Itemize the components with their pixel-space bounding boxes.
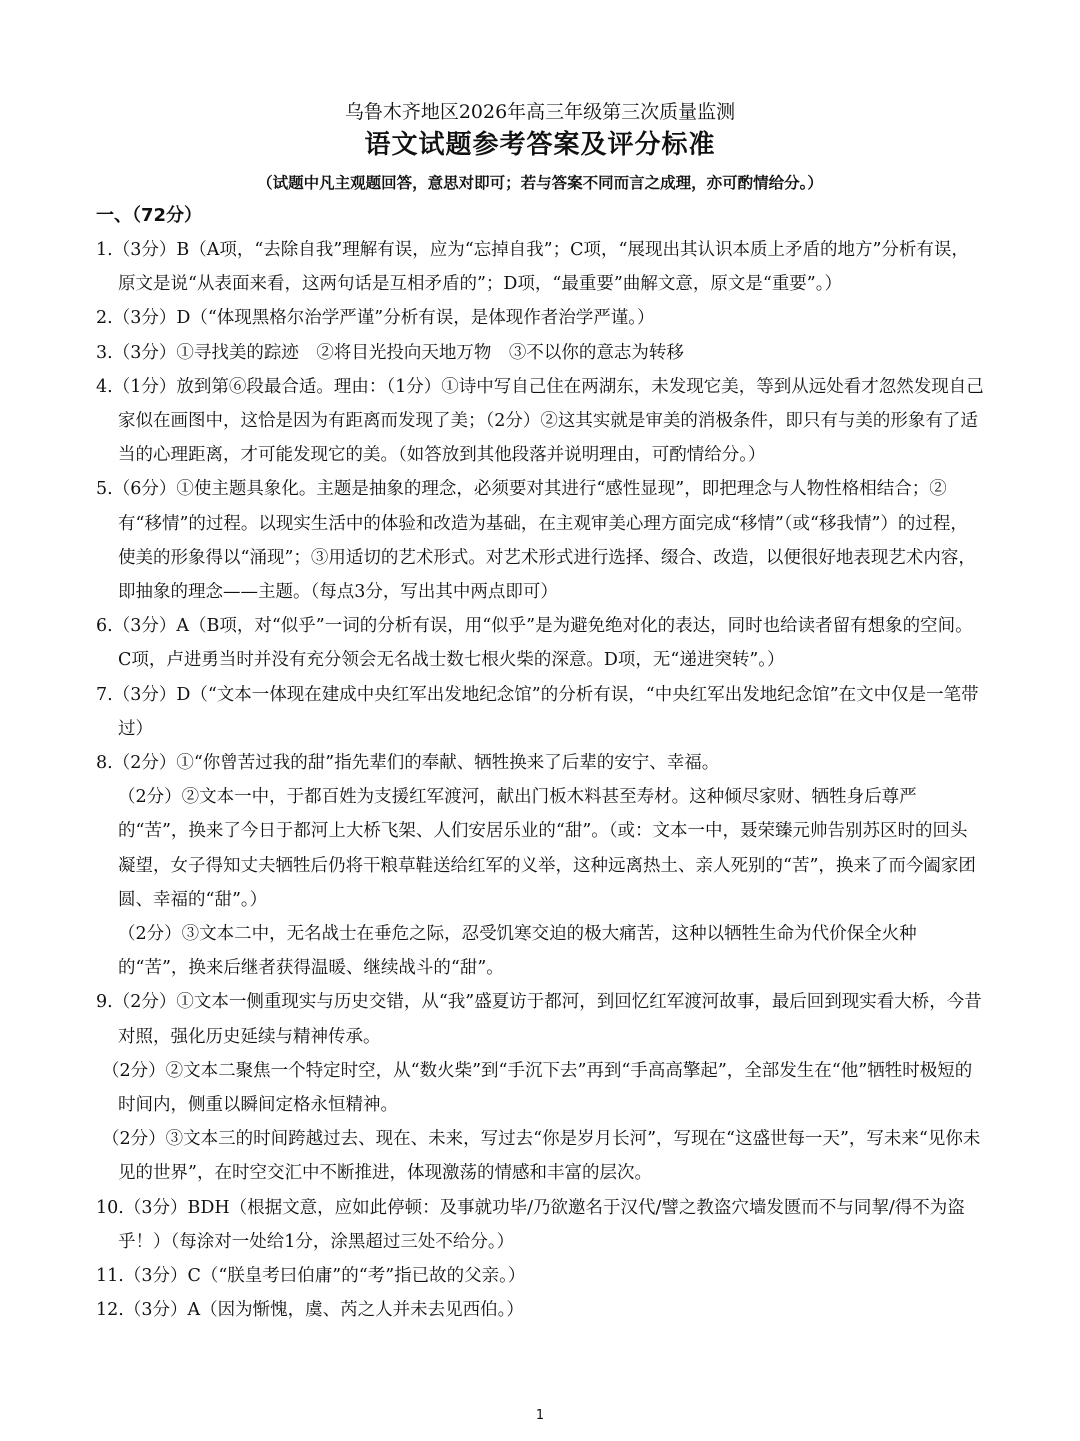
section-heading: 一、（72分） <box>96 205 203 226</box>
document-title: 语文试题参考答案及评分标准 <box>364 130 716 160</box>
answer-item-8-part-2: （2分）②文本一中，于都百姓为支援红军渡河，献出门板木料甚至寿材。这种倾尽家财、牺牲身后尊严的“苦”，换来了今日于都河上大桥飞架、人们安居乐业的“甜”。（或：文本一中，聂荣臻元帅告别苏区时的回头凝望，女子得知丈夫牺牲后仍将干粮草鞋送给红军的义举，这种远离热土、亲人死别的“苦”，换来了而今阖家团圆、幸福的“甜”。） <box>118 787 976 910</box>
answer-item-11: 11.（3分）C（“朕皇考曰伯庸”的“考”指已故的父亲。） <box>96 1266 526 1287</box>
answer-item-12: 12.（3分）A（因为惭愧，虞、芮之人并未去见西伯。） <box>96 1300 524 1321</box>
answer-list <box>96 233 984 1328</box>
answer-item-4: 4.（1分）放到第⑥段最合适。理由：（1分）①诗中写自己住在两湖东，未发现它美，等到从远处看才忽然发现自己家似在画图中，这恰是因为有距离而发现了美；（2分）②这其实就是审美的消极条件，即只有与美的形象有了适当的心理距离，才可能发现它的美。（如答放到其他段落并说明理由，可酌情给分。） <box>96 376 984 466</box>
answer-item-5: 5.（6分）①使主题具象化。主题是抽象的理念，必须要对其进行“感性显现”，即把理念与人物性格相结合；②有“移情”的过程。以现实生活中的体验和改造为基础，在主观审美心理方面完成“移情”（或“移我情”）的过程，使美的形象得以“涌现”；③用适切的艺术形式。对艺术形式进行选择、缀合、改造，以便很好地表现艺术内容，即抽象的理念——主题。（每点3分，写出其中两点即可） <box>96 479 976 603</box>
answer-item-2: 2.（3分）D（“体现黑格尔治学严谨”分析有误，是体现作者治学严谨。） <box>96 308 655 329</box>
answer-item-7: 7.（3分）D（“文本一体现在建成中央红军出发地纪念馆”的分析有误，“中央红军出发地纪念馆”在文中仅是一笔带过） <box>96 684 979 739</box>
answer-item-1: 1.（3分）B（A项，“去除自我”理解有误，应为“忘掉自我”；C项，“展现出其认识本质上矛盾的地方”分析有误，原文是说“从表面来看，这两句话是互相矛盾的”；D项，“最重要”曲解文意，原文是“重要”。） <box>96 240 969 295</box>
answer-item-9-part-3: （2分）③文本三的时间跨越过去、现在、未来，写过去“你是岁月长河”，写现在“这盛世每一天”，写未来“见你未见的世界”，在时空交汇中不断推进，体现激荡的情感和丰富的层次。 <box>102 1129 981 1184</box>
answer-item-9: 9.（2分）①文本一侧重现实与历史交错，从“我”盛夏访于都河，到回忆红军渡河故事，最后回到现实看大桥，今昔对照，强化历史延续与精神传承。 <box>96 992 982 1047</box>
answer-item-8-part-3: （2分）③文本二中，无名战士在垂危之际，忍受饥寒交迫的极大痛苦，这种以牺牲生命为代价保全火种的“苦”，换来后继者获得温暖、继续战斗的“甜”。 <box>118 924 917 979</box>
grading-note: （试题中凡主观题回答，意思对即可；若与答案不同而言之成理，亦可酌情给分。） <box>257 174 823 192</box>
answer-item-8: 8.（2分）①“你曾苦过我的甜”指先辈们的奉献、牺牲换来了后辈的安宁、幸福。 <box>96 753 720 774</box>
page-number: 1 <box>535 1408 545 1423</box>
answer-item-10: 10.（3分）BDH（根据文意，应如此停顿：及事就功毕/乃欲邀名于汉代/譬之教盗穴墙发匮而不与同挈/得不为盗乎！）（每涂对一处给1分，涂黑超过三处不给分。） <box>96 1197 965 1252</box>
answer-item-9-part-2: （2分）②文本二聚焦一个特定时空，从“数火柴”到“手沉下去”再到“手高高擎起”，全部发生在“他”牺牲时极短的时间内，侧重以瞬间定格永恒精神。 <box>102 1060 973 1116</box>
answer-item-6: 6.（3分）A（B项，对“似乎”一词的分析有误，用“似乎”是为避免绝对化的表达，同时也给读者留有想象的空间。C项，卢进勇当时并没有充分领会无名战士数七根火柴的深意。D项，无“递进突转”。） <box>96 616 973 671</box>
exam-supertitle: 乌鲁木齐地区2026年高三年级第三次质量监测 <box>344 101 736 123</box>
answer-item-3: 3.（3分）①寻找美的踪迹 ②将目光投向天地万物 ③不以你的意志为转移 <box>96 342 684 363</box>
